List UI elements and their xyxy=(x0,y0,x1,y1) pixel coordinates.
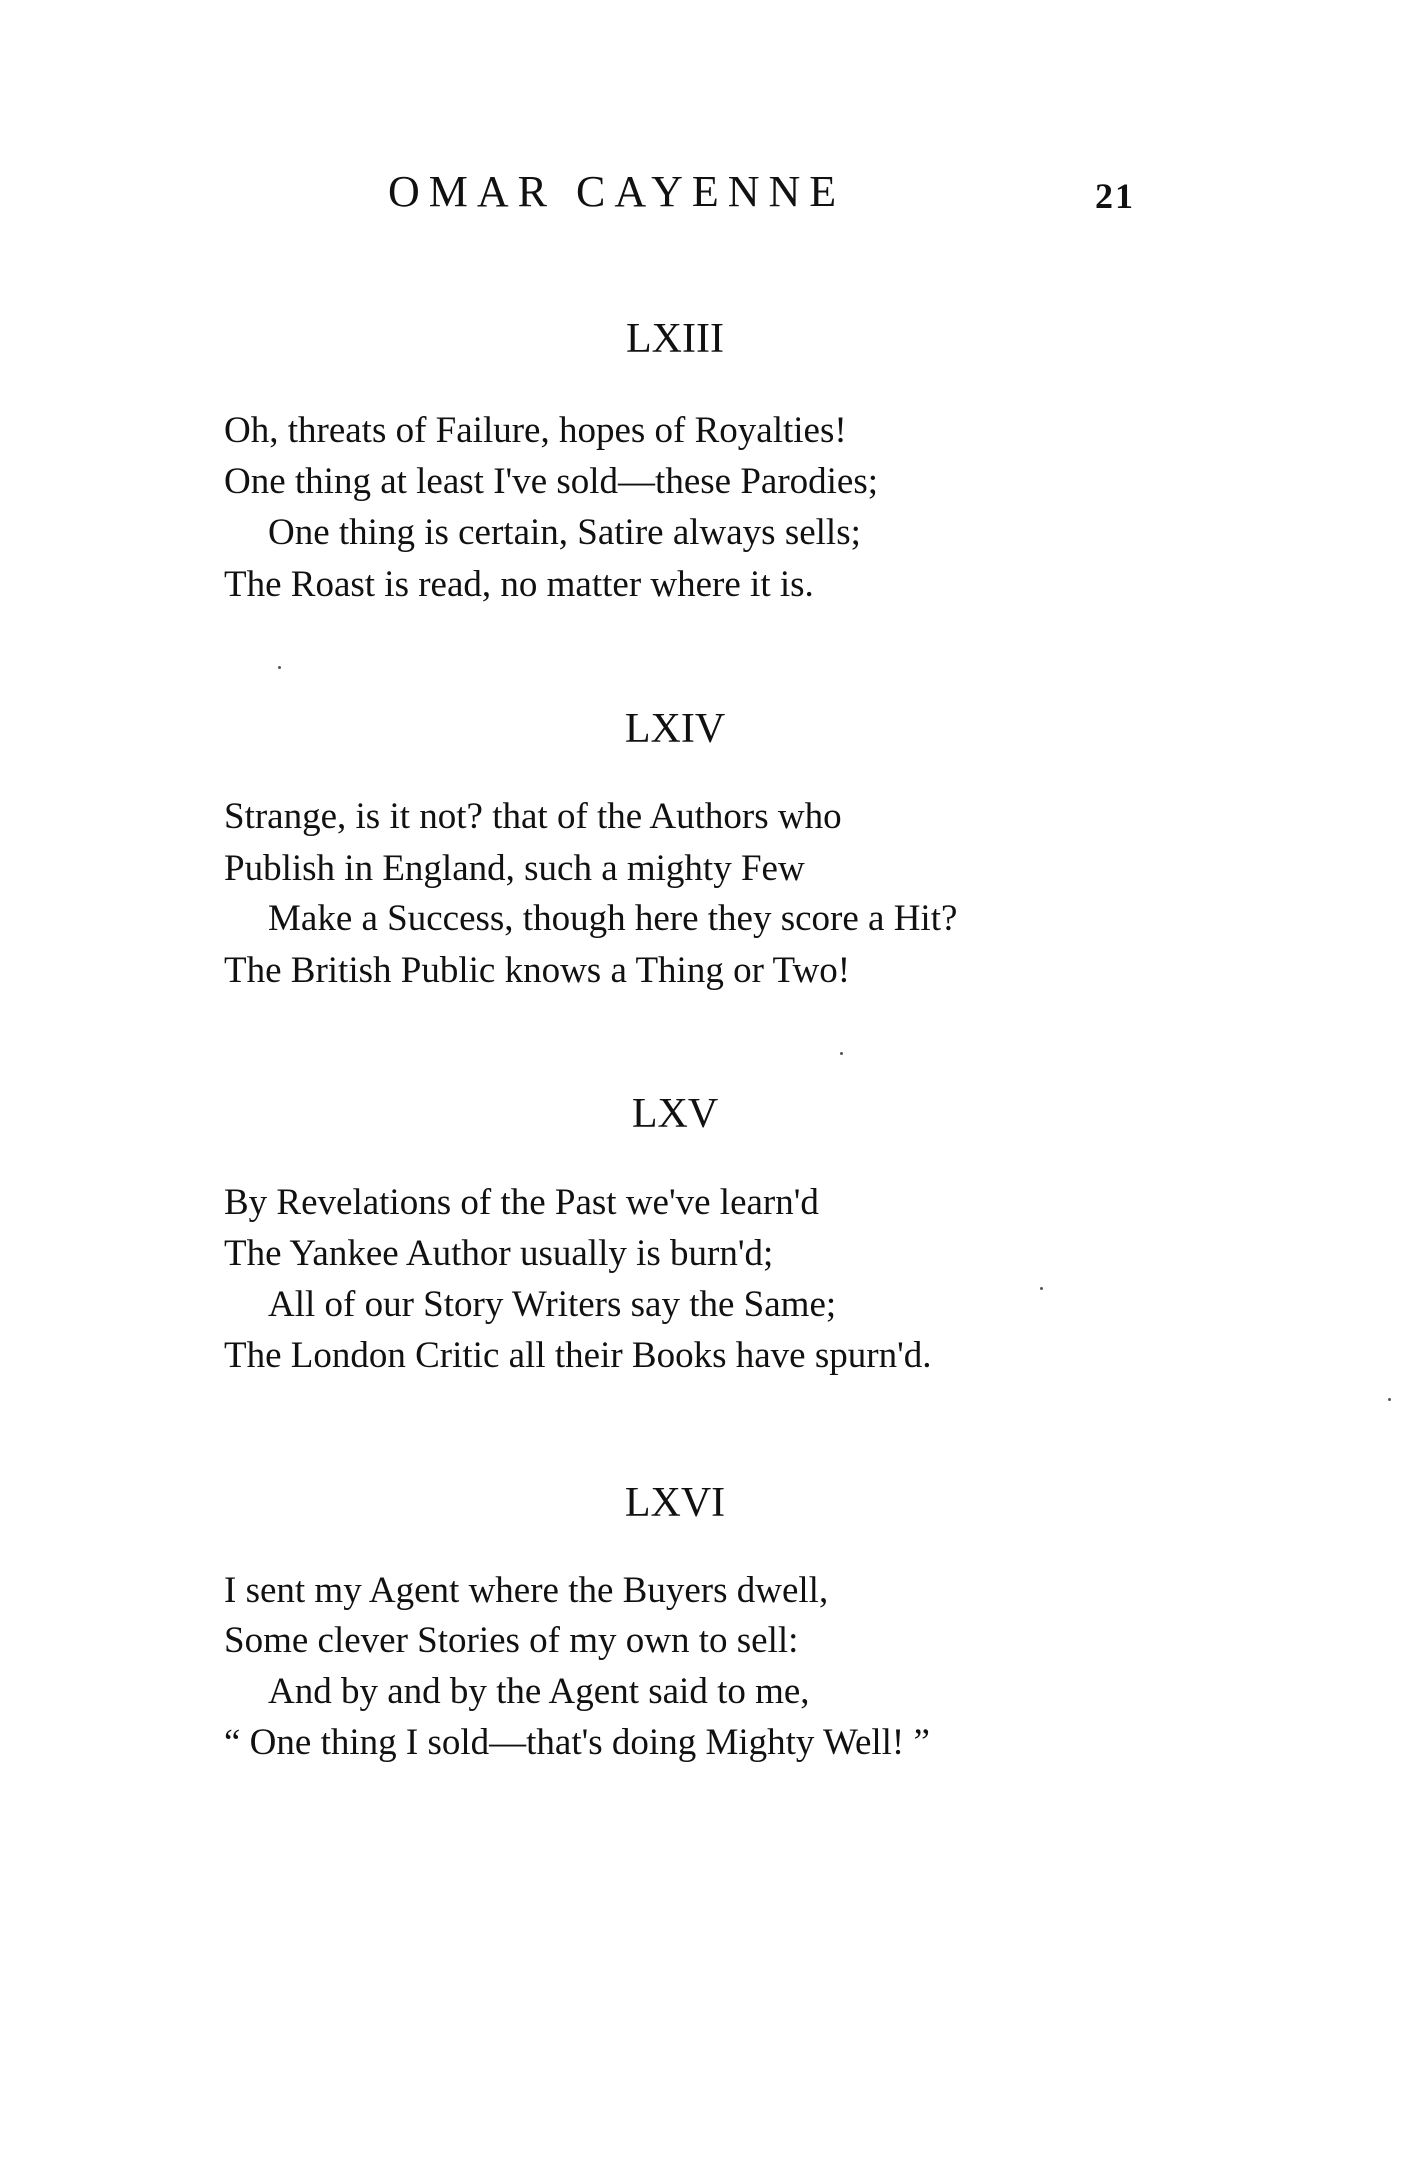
scan-speck xyxy=(1040,1287,1043,1290)
verse-line: And by and by the Agent said to me, xyxy=(268,1671,810,1712)
scan-speck xyxy=(1388,1398,1391,1401)
verse-line: Publish in England, such a mighty Few xyxy=(224,848,805,889)
verse-line: The Yankee Author usually is burn'd; xyxy=(224,1233,774,1274)
verse-line: The London Critic all their Books have spurn'd. xyxy=(224,1335,932,1376)
verse-line: Some clever Stories of my own to sell: xyxy=(224,1620,799,1661)
running-title: OMAR CAYENNE xyxy=(388,167,846,216)
verse-line: I sent my Agent where the Buyers dwell, xyxy=(224,1570,829,1611)
verse-line: Strange, is it not? that of the Authors who xyxy=(224,796,842,837)
verse-line: The Roast is read, no matter where it is. xyxy=(224,564,814,605)
stanza-numeral: LXIV xyxy=(624,706,726,752)
verse-line: All of our Story Writers say the Same; xyxy=(268,1284,837,1325)
verse-line: One thing is certain, Satire always sells; xyxy=(268,512,861,553)
scan-speck xyxy=(840,1052,843,1055)
stanza-numeral: LXIII xyxy=(626,316,724,362)
stanza-numeral: LXV xyxy=(631,1091,719,1137)
verse-line: The British Public knows a Thing or Two! xyxy=(224,950,851,991)
verse-line: One thing at least I've sold—these Parodies; xyxy=(224,461,879,502)
scan-speck xyxy=(278,666,281,669)
verse-line: Oh, threats of Failure, hopes of Royalties! xyxy=(224,410,847,451)
page-number: 21 xyxy=(1095,176,1135,216)
verse-line: Make a Success, though here they score a Hit? xyxy=(268,898,958,939)
stanza-numeral: LXVI xyxy=(624,1480,726,1526)
verse-line: By Revelations of the Past we've learn'd xyxy=(224,1182,819,1223)
verse-line: “ One thing I sold—that's doing Mighty Well! ” xyxy=(224,1722,930,1763)
